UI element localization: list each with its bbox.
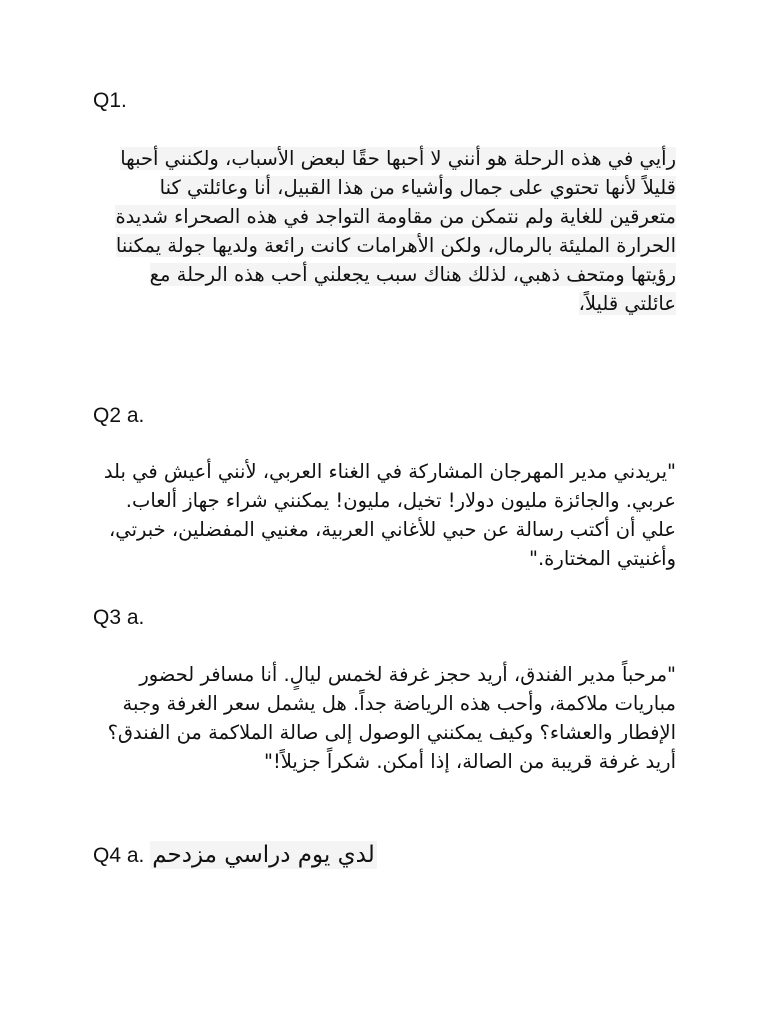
question-3-answer <box>93 660 676 776</box>
question-4-row <box>93 841 377 869</box>
question-3-answer-text: "مرحباً مدير الفندق، أريد حجز غرفة لخمس ليالٍ. أنا مسافر لحضور مباريات ملاكمة، وأحب هذه الرياضة جداً. هل يشمل سعر الغرفة وجبة الإفطار والعشاء؟ وكيف يمكنني الوصول إلى صالة الملاكمة من الفندق؟ أريد غرفة قريبة من الصالة، إذا أمكن. شكراً جزيلاً!" <box>107 663 676 773</box>
question-1-answer <box>93 144 676 318</box>
question-3-label: Q3 a. <box>93 606 145 629</box>
question-2-answer-text: "يريدني مدير المهرجان المشاركة في الغناء العربي، لأنني أعيش في بلد عربي. والجائزة مليون دولار! تخيل، مليون! يمكنني شراء جهاز ألعاب. علي أن أكتب رسالة عن حبي للأغاني العربية، مغنيي المفضلين، خبرتي، وأغنيتي المختارة." <box>103 460 676 570</box>
question-4-label: Q4 a. <box>93 844 145 867</box>
question-2-answer <box>93 457 676 573</box>
question-1-answer-text: رأيي في هذه الرحلة هو أنني لا أحبها حقًا لبعض الأسباب، ولكنني أحبها قليلاً لأنها تحتوي على جمال وأشياء من هذا القبيل، أنا وعائلتي كنا متعرقين للغاية ولم نتمكن من مقاومة التواجد في هذه الصحراء شديدة الحرارة المليئة بالرمال، ولكن الأهرامات كانت رائعة ولديها جولة يمكننا رؤيتها ومتحف ذهبي، لذلك هناك سبب يجعلني أحب هذه الرحلة مع عائلتي قليلاً، <box>115 147 676 315</box>
question-2-label: Q2 a. <box>93 404 145 427</box>
question-4-answer: لدي يوم دراسي مزدحم <box>152 842 375 868</box>
question-1-label: Q1. <box>93 89 127 112</box>
